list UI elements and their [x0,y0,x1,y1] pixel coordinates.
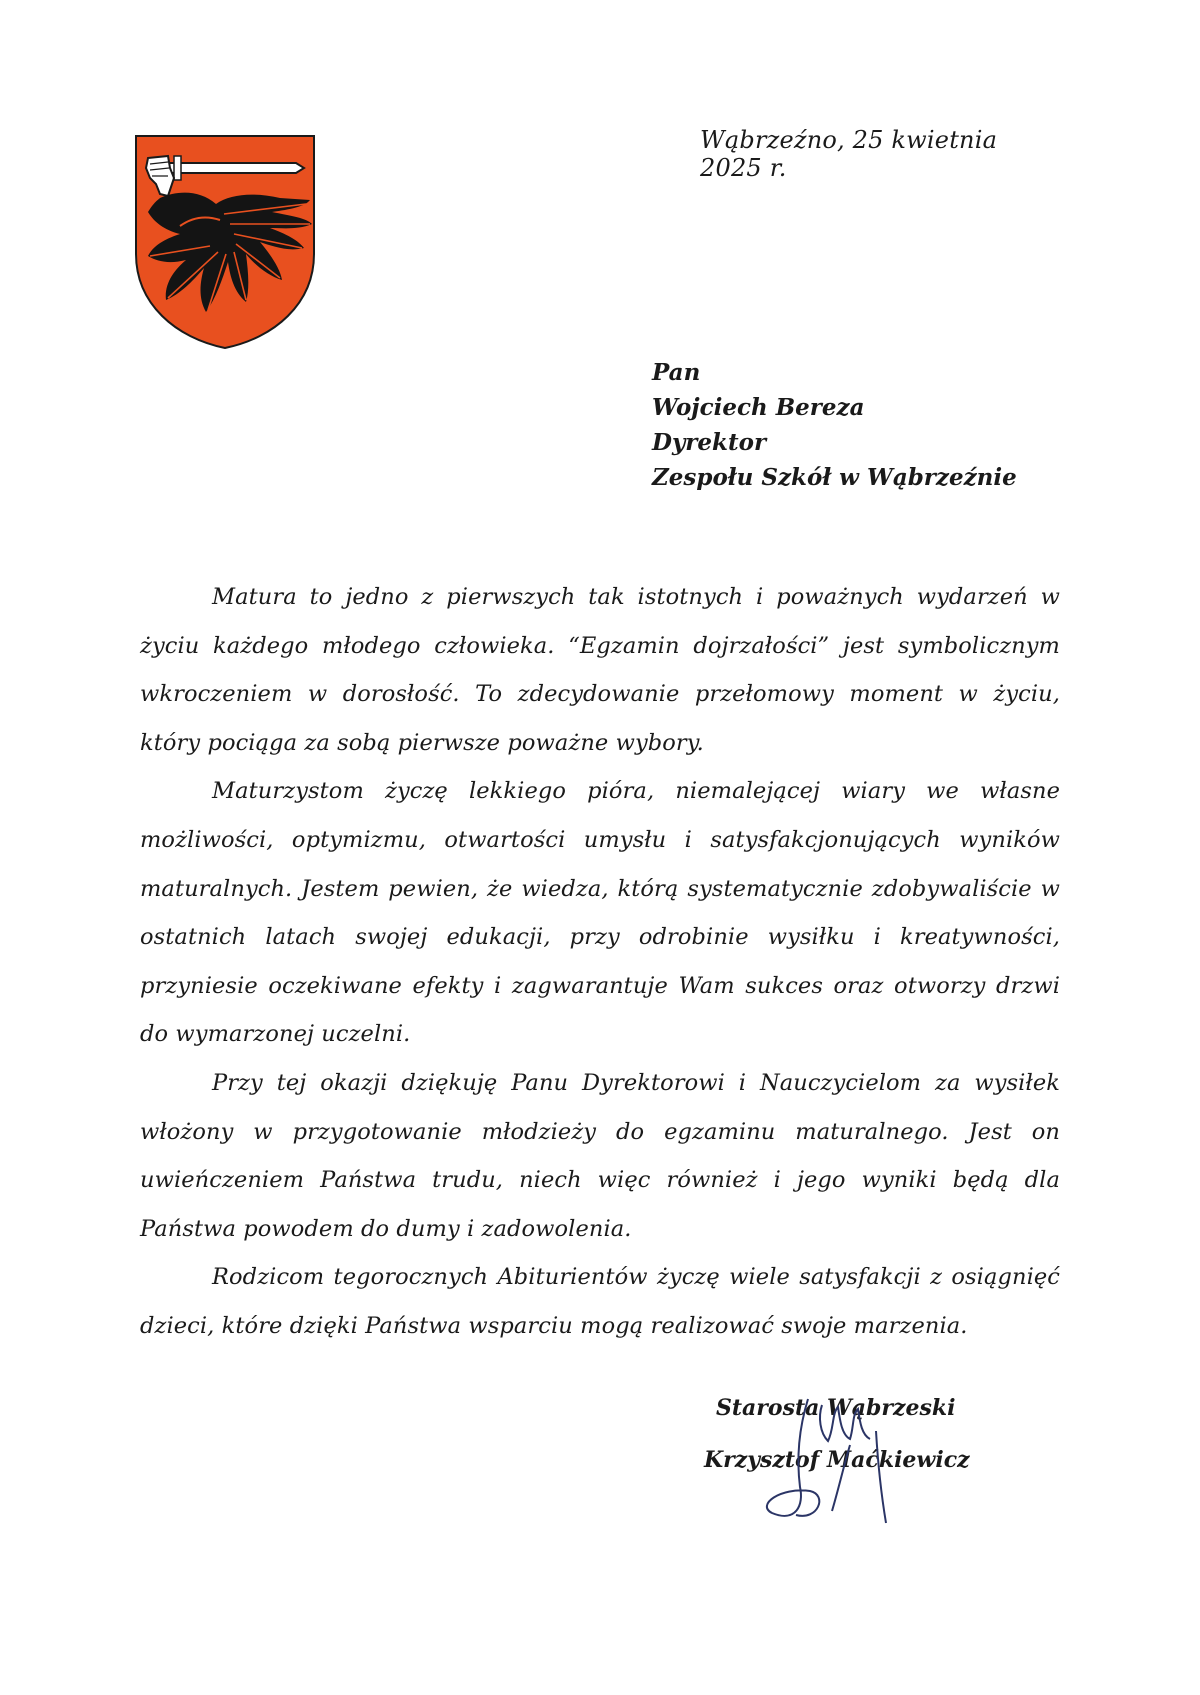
coat-of-arms-icon [134,134,316,350]
handwritten-signature-icon [700,1395,1030,1535]
signature-block [700,1395,1030,1535]
recipient-block [652,355,1112,495]
letter-date: Wąbrzeźno, 25 kwietnia 2025 r. [700,126,998,182]
signature-name: Krzysztof Maćkiewicz [704,1447,970,1473]
paragraph-1: Matura to jedno z pierwszych tak istotnych i poważnych wydarzeń w życiu każdego młodego człowieka. “Egzamin dojrzałości” jest symbolicznym wkroczeniem w dorosłość. To zdecydowanie przełomowy moment w życiu, który pociąga za sobą pierwsze poważne wybory. [140,584,1060,756]
signature-title: Starosta Wąbrzeski [716,1395,956,1421]
recipient-salutation: Pan [652,359,701,386]
recipient-name: Wojciech Bereza [652,394,865,421]
paragraph-3: Przy tej okazji dziękuję Panu Dyrektorowi i Nauczycielom za wysiłek włożony w przygotowanie młodzieży do egzaminu maturalnego. Jest on uwieńczeniem Państwa trudu, niech więc również i jego wyniki będą dla Państwa powodem do dumy i zadowolenia. [140,1069,1060,1242]
letter-body [140,573,1060,1351]
recipient-position: Dyrektor [652,429,767,456]
paragraph-4: Rodzicom tegorocznych Abiturientów życzę wiele satysfakcji z osiągnięć dzieci, które dzięki Państwa wsparciu mogą realizować swoje marzenia. [140,1264,1060,1339]
paragraph-2: Maturzystom życzę lekkiego pióra, niemalejącej wiary we własne możliwości, optymizmu, otwartości umysłu i satysfakcjonujących wyników maturalnych. Jestem pewien, że wiedza, którą systematycznie zdobywaliście w ostatnich latach swojej edukacji, przy odrobinie wysiłku i kreatywności, przyniesie oczekiwane efekty i zagwarantuje Wam sukces oraz otworzy drzwi do wymarzonej uczelni. [140,778,1060,1048]
recipient-institution: Zespołu Szkół w Wąbrzeźnie [652,464,1017,491]
